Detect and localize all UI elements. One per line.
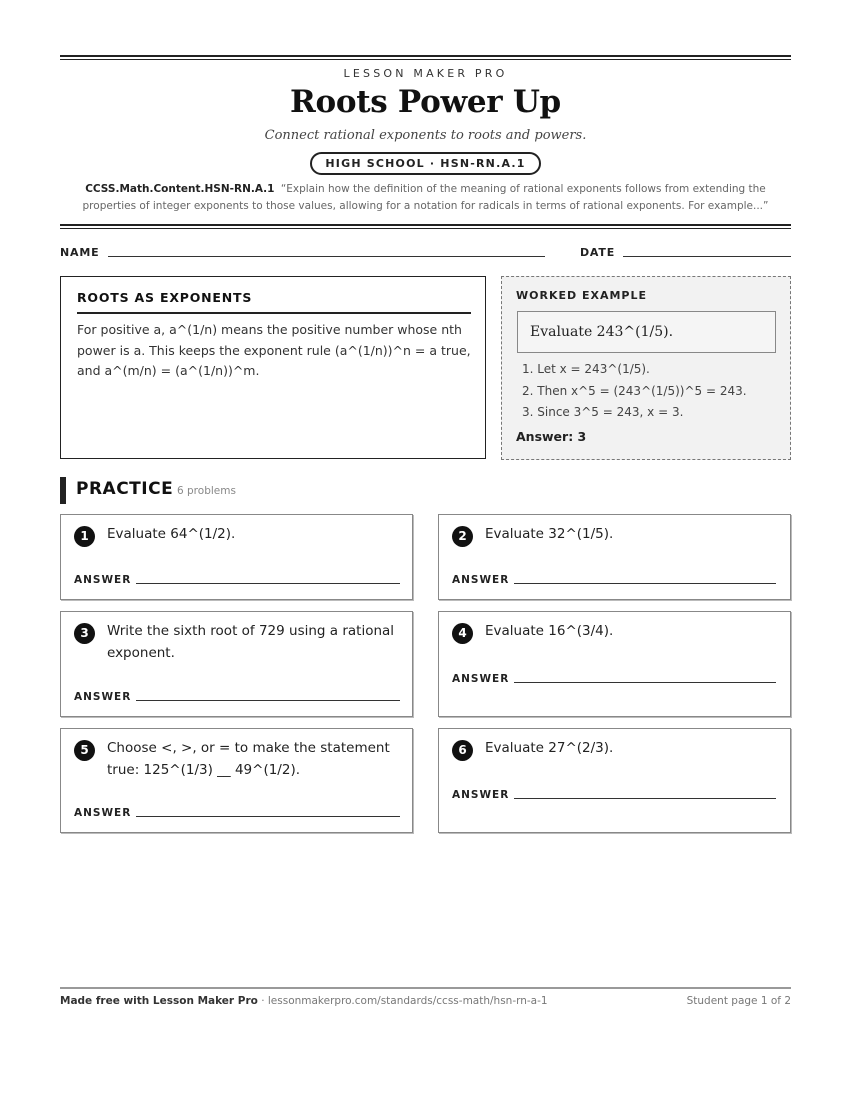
practice-title: PRACTICE: [76, 479, 174, 499]
date-field[interactable]: [623, 256, 791, 257]
name-field[interactable]: [108, 256, 545, 257]
problem-number: 6: [452, 740, 473, 761]
worked-step: 3. Since 3^5 = 243, x = 3.: [522, 405, 684, 419]
concept-body: For positive a, a^(1/n) means the positive number whose nth power is a. This keeps the exponent rule (a^(1/n))^n = a true, and a^(m/n) = (a^(1/n))^m.: [77, 322, 471, 378]
worked-example-steps: [522, 359, 747, 424]
worksheet-page: [60, 0, 791, 1100]
concept-title: ROOTS AS EXPONENTS: [77, 290, 253, 305]
footer-credit: [60, 995, 548, 1007]
brand-name: LESSON MAKER PRO: [343, 67, 508, 80]
grade-standard-badge: HIGH SCHOOL · HSN-RN.A.1: [310, 152, 540, 175]
concept-box: [60, 276, 486, 459]
worked-example-answer: Answer: 3: [516, 429, 587, 444]
problem-text: Choose <, >, or = to make the statement true: 125^(1/3) __ 49^(1/2).: [107, 740, 390, 778]
answer-label: ANSWER: [452, 673, 510, 685]
page-title: Roots Power Up: [290, 84, 561, 120]
problem-text: Evaluate 27^(2/3).: [485, 740, 614, 756]
problem-number: 2: [452, 526, 473, 547]
problem-number: 3: [74, 623, 95, 644]
answer-label: ANSWER: [452, 574, 510, 586]
practice-count: 6 problems: [177, 485, 236, 497]
worked-step: 1. Let x = 243^(1/5).: [522, 362, 650, 376]
standard-code: CCSS.Math.Content.HSN-RN.A.1: [85, 183, 275, 195]
answer-label: ANSWER: [74, 574, 132, 586]
problem-card-2: [438, 514, 791, 600]
practice-accent-bar: [60, 477, 66, 504]
answer-label: ANSWER: [74, 691, 132, 703]
page-subtitle: Connect rational exponents to roots and powers.: [264, 128, 587, 143]
header-top-rule: [60, 55, 791, 60]
answer-field-3[interactable]: [136, 700, 400, 701]
answer-label: ANSWER: [452, 789, 510, 801]
worked-example-title: WORKED EXAMPLE: [516, 289, 647, 302]
answer-field-1[interactable]: [136, 583, 400, 584]
name-label: NAME: [60, 246, 100, 259]
answer-field-6[interactable]: [514, 798, 776, 799]
standard-text: “Explain how the definition of the meaning of rational exponents follows from extending the properties of integer exponents to those values, allowing for a notation for radicals in terms of rational exponents. For example...”: [82, 183, 769, 212]
answer-field-2[interactable]: [514, 583, 776, 584]
worked-example-problem: Evaluate 243^(1/5).: [517, 311, 776, 353]
concept-divider: [77, 312, 471, 314]
footer-rule: [60, 987, 791, 989]
problem-card-1: [60, 514, 413, 600]
problem-card-6: [438, 728, 791, 833]
answer-field-5[interactable]: [136, 816, 400, 817]
problem-text: Evaluate 16^(3/4).: [485, 623, 614, 639]
problem-number: 4: [452, 623, 473, 644]
problem-number: 1: [74, 526, 95, 547]
problem-card-3: [60, 611, 413, 717]
date-label: DATE: [580, 246, 616, 259]
standard-description: [60, 181, 791, 215]
problem-number: 5: [74, 740, 95, 761]
worked-step: 2. Then x^5 = (243^(1/5))^5 = 243.: [522, 383, 747, 398]
problem-card-4: [438, 611, 791, 717]
problem-text: Write the sixth root of 729 using a rational exponent.: [107, 623, 395, 661]
answer-label: ANSWER: [74, 807, 132, 819]
problem-card-5: [60, 728, 413, 833]
footer-url[interactable]: · lessonmakerpro.com/standards/ccss-math/hsn-rn-a-1: [257, 995, 548, 1007]
problem-text: Evaluate 64^(1/2).: [107, 526, 236, 542]
worked-example-box: [501, 276, 791, 460]
answer-field-4[interactable]: [514, 682, 776, 683]
footer-made-with: Made free with Lesson Maker Pro: [60, 995, 258, 1007]
footer-page-number: Student page 1 of 2: [686, 995, 791, 1007]
header-bottom-rule: [60, 224, 791, 229]
problem-text: Evaluate 32^(1/5).: [485, 526, 614, 542]
